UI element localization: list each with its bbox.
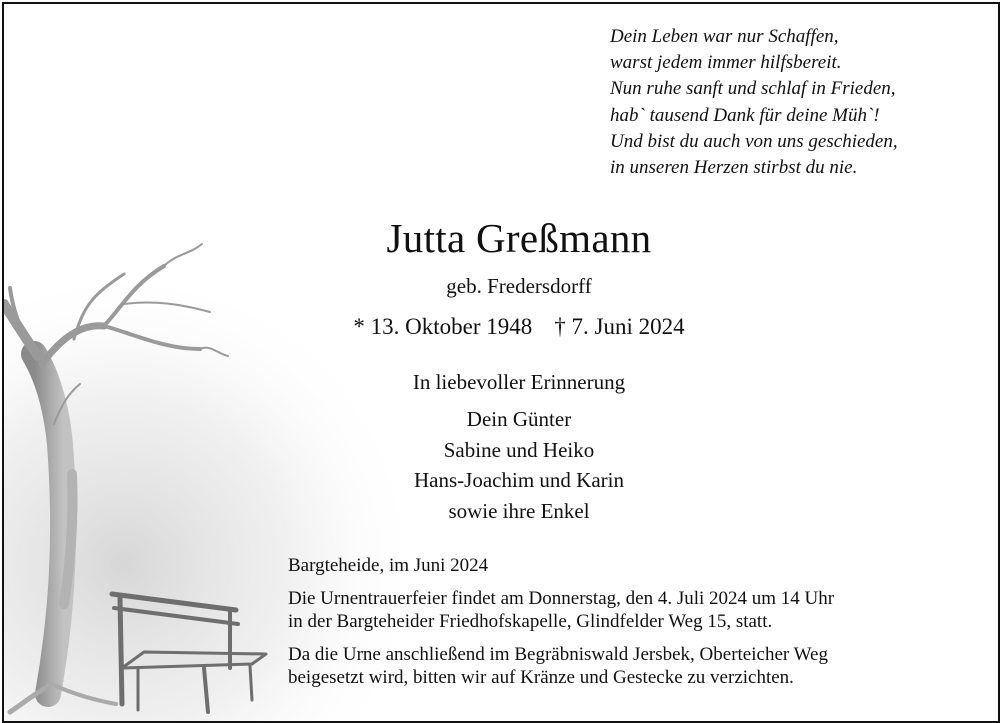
memorial-poem: [610, 24, 980, 181]
ceremony-text: in der Bargteheider Friedhofskapelle, Glindfelder Weg 15, statt.: [288, 611, 773, 632]
poem-line: Dein Leben war nur Schaffen,: [610, 26, 839, 47]
death-date: † 7. Juni 2024: [554, 314, 685, 339]
deceased-name: Jutta Greßmann: [386, 215, 652, 261]
poem-line: in unseren Herzen stirbst du nie.: [610, 157, 858, 179]
poem-line: Nun ruhe sanft und schlaf in Frieden,: [610, 78, 896, 100]
obituary-notice: [2, 2, 1000, 723]
notice-footer: [288, 554, 988, 690]
poem-line: Und bist du auch von uns geschieden,: [610, 130, 898, 152]
poem-line: hab` tausend Dank für deine Müh`!: [610, 104, 880, 126]
place-date: Bargteheide, im Juni 2024: [288, 555, 489, 576]
ceremony-text: Die Urnentrauerfeier findet am Donnerstag, den 4. Juli 2024 um 14 Uhr: [288, 587, 835, 609]
mourner: Sabine und Heiko: [443, 437, 595, 462]
mourner: Hans-Joachim und Karin: [414, 468, 624, 492]
burial-text: beigesetzt wird, bitten wir auf Kränze und Gestecke zu verzichten.: [288, 667, 794, 688]
birth-date: * 13. Oktober 1948: [353, 314, 533, 339]
mourners-list: [4, 404, 1000, 526]
life-dates: [4, 314, 1000, 340]
burial-text: Da die Urne anschließend im Begräbniswald Jersbek, Oberteicher Weg: [288, 643, 828, 665]
maiden-name: geb. Fredersdorff: [446, 274, 592, 298]
mourner: Dein Günter: [466, 407, 572, 431]
poem-line: warst jedem immer hilfsbereit.: [610, 52, 842, 74]
mourner: sowie ihre Enkel: [448, 498, 590, 523]
memory-line: In liebevoller Erinnerung: [412, 370, 626, 394]
